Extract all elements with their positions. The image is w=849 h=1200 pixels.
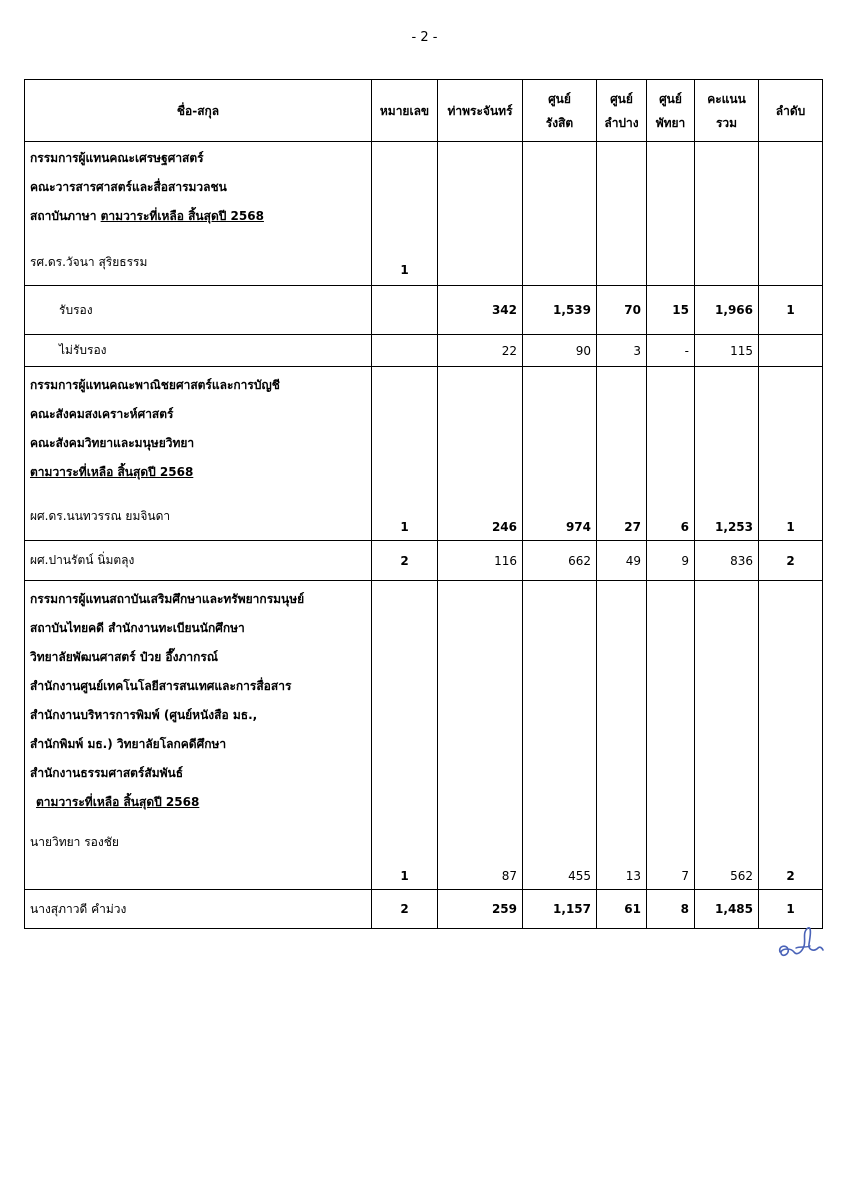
section3-candidate2-name: นางสุภาวดี คำม่วง: [25, 890, 372, 929]
header-tha-phra-chan: ท่าพระจันทร์: [438, 80, 523, 142]
section3-line2: สถาบันไทยคดี สำนักงานทะเบียนนักศึกษา: [30, 621, 245, 635]
section3-candidate2-number: 2: [372, 890, 438, 929]
section2-candidate1-name: ผศ.ดร.นนทวรรณ ยมจินดา: [30, 509, 171, 523]
section1-title-row: [25, 142, 823, 286]
header-rank: ลำดับ: [759, 80, 823, 142]
header-lampang: [597, 80, 647, 142]
section1-approve-rangsit: 1,539: [523, 286, 597, 335]
section2-line3: คณะสังคมวิทยาและมนุษยวิทยา: [30, 436, 195, 450]
section1-disapprove-row: [25, 335, 823, 367]
section2-candidate2-rank: 2: [759, 541, 823, 581]
section2-candidate2-tha-phra-chan: 116: [438, 541, 523, 581]
section1-approve-rank: 1: [759, 286, 823, 335]
section2-line1: กรรมการผู้แทนคณะพาณิชยศาสตร์และการบัญชี: [30, 378, 280, 392]
section2-title: [25, 367, 372, 541]
page-number: - 2 -: [411, 30, 438, 45]
section2-term: ตามวาระที่เหลือ สิ้นสุดปี 2568: [30, 465, 194, 479]
section3-candidate1-name: นายวิทยา รองชัย: [30, 835, 119, 849]
header-total-line2: รวม: [715, 115, 738, 130]
header-row: [25, 80, 823, 142]
section2-candidate2-lampang: 49: [597, 541, 647, 581]
section1-disapprove-total: 115: [695, 335, 759, 367]
section3-line5: สำนักงานบริหารการพิมพ์ (ศูนย์หนังสือ มธ.,: [30, 708, 258, 722]
section2-candidate1-rangsit: 974: [523, 367, 597, 541]
header-rangsit-line1: ศูนย์: [548, 91, 571, 106]
section3-candidate2-pattaya: 8: [647, 890, 695, 929]
section2-candidate2-pattaya: 9: [647, 541, 695, 581]
section3-candidate2-tha-phra-chan: 259: [438, 890, 523, 929]
section3-line4: สำนักงานศูนย์เทคโนโลยีสารสนเทศและการสื่อสาร: [30, 679, 292, 693]
section2-candidate2-name: ผศ.ปานรัตน์ นิ่มตลุง: [25, 541, 372, 581]
handwritten-initials-signature: [776, 918, 826, 962]
section1-disapprove-pattaya: -: [647, 335, 695, 367]
section3-line6: สำนักพิมพ์ มธ.) วิทยาลัยโลกคดีศึกษา: [30, 737, 227, 751]
header-rangsit-line2: รังสิต: [545, 115, 574, 130]
section2-candidate1-rank: 1: [759, 367, 823, 541]
section2-candidate1-total: 1,253: [695, 367, 759, 541]
section3-candidate2-row: [25, 890, 823, 929]
section3-candidate1-total: 562: [695, 581, 759, 890]
section1-approve-pattaya: 15: [647, 286, 695, 335]
section1-line3-prefix: สถาบันภาษา: [30, 209, 101, 223]
section2-candidate1-lampang: 27: [597, 367, 647, 541]
section3-term: ตามวาระที่เหลือ สิ้นสุดปี 2568: [36, 795, 200, 809]
section3-candidate1-lampang: 13: [597, 581, 647, 890]
section3-candidate2-rangsit: 1,157: [523, 890, 597, 929]
section2-line2: คณะสังคมสงเคราะห์ศาสตร์: [30, 407, 174, 421]
section1-term: ตามวาระที่เหลือ สิ้นสุดปี 2568: [100, 209, 264, 223]
section3-candidate2-lampang: 61: [597, 890, 647, 929]
section1-candidate-number: 1: [372, 142, 438, 286]
header-total: [695, 80, 759, 142]
section1-line2: คณะวารสารศาสตร์และสื่อสารมวลชน: [30, 180, 227, 194]
section3-candidate1-rangsit: 455: [523, 581, 597, 890]
section2-candidate2-number: 2: [372, 541, 438, 581]
header-number: หมายเลข: [372, 80, 438, 142]
section3-candidate1-pattaya: 7: [647, 581, 695, 890]
vote-results-table: [24, 79, 823, 929]
section1-approve-label: รับรอง: [25, 286, 372, 335]
header-rangsit: [523, 80, 597, 142]
section2-candidate2-total: 836: [695, 541, 759, 581]
section3-line3: วิทยาลัยพัฒนศาสตร์ ป๋วย อึ๊งภากรณ์: [30, 650, 218, 664]
section1-approve-row: [25, 286, 823, 335]
section3-line7: สำนักงานธรรมศาสตร์สัมพันธ์: [30, 766, 184, 780]
section3-candidate1-rank: 2: [759, 581, 823, 890]
section1-candidate-name: รศ.ดร.วัจนา สุริยธรรม: [30, 255, 148, 269]
section1-approve-lampang: 70: [597, 286, 647, 335]
section3-candidate1-number: 1: [372, 581, 438, 890]
header-pattaya-line1: ศูนย์: [659, 91, 682, 106]
section2-title-row: [25, 367, 823, 541]
section3-candidate2-total: 1,485: [695, 890, 759, 929]
section1-approve-tha-phra-chan: 342: [438, 286, 523, 335]
section3-candidate2-rank: 1: [759, 890, 823, 929]
header-pattaya-line2: พัทยา: [655, 115, 686, 130]
section1-disapprove-tha-phra-chan: 22: [438, 335, 523, 367]
header-lampang-line2: ลำปาง: [604, 115, 639, 130]
section2-candidate2-rangsit: 662: [523, 541, 597, 581]
section3-candidate1-tha-phra-chan: 87: [438, 581, 523, 890]
header-lampang-line1: ศูนย์: [610, 91, 633, 106]
section1-disapprove-rangsit: 90: [523, 335, 597, 367]
header-total-line1: คะแนน: [707, 91, 746, 106]
section2-candidate1-number: 1: [372, 367, 438, 541]
section1-disapprove-lampang: 3: [597, 335, 647, 367]
section3-line1: กรรมการผู้แทนสถาบันเสริมศึกษาและทรัพยากรมนุษย์: [30, 592, 305, 606]
section2-candidate1-tha-phra-chan: 246: [438, 367, 523, 541]
section2-candidate1-pattaya: 6: [647, 367, 695, 541]
section1-line1: กรรมการผู้แทนคณะเศรษฐศาสตร์: [30, 151, 204, 165]
header-name: ชื่อ-สกุล: [25, 80, 372, 142]
section3-title-row: [25, 581, 823, 890]
section1-title: [25, 142, 372, 286]
section1-disapprove-label: ไม่รับรอง: [25, 335, 372, 367]
section2-candidate2-row: [25, 541, 823, 581]
section1-approve-total: 1,966: [695, 286, 759, 335]
header-pattaya: [647, 80, 695, 142]
section3-title: [25, 581, 372, 890]
section1-line3: [30, 202, 366, 231]
